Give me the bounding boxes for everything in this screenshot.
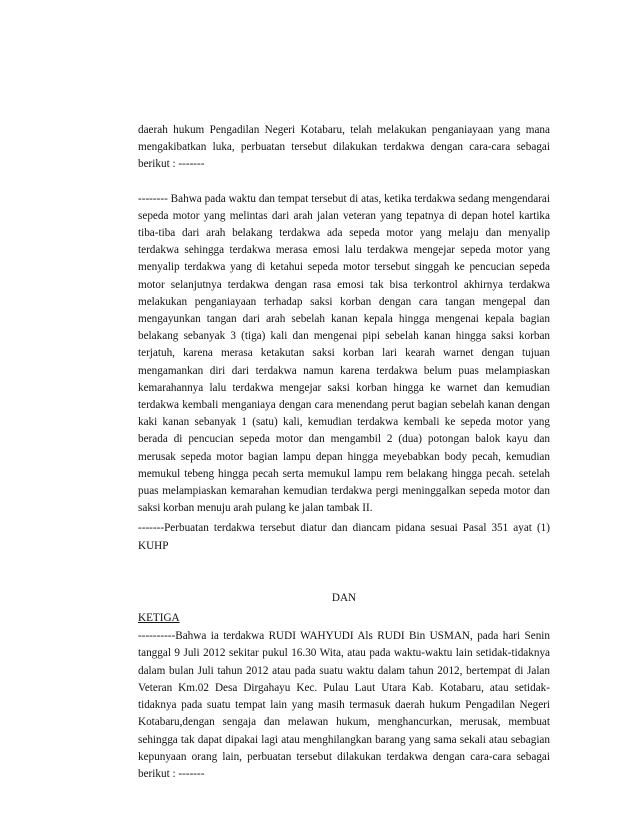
paragraph-3: -------Perbuatan terdakwa tersebut diatur dan diancam pidana sesuai Pasal 351 ayat (1) KUHP [138, 522, 550, 552]
heading-dan: DAN [331, 591, 357, 604]
paragraph-4: ----------Bahwa ia terdakwa RUDI WAHYUDI Als RUDI Bin USMAN, pada hari Senin tanggal 9 Juli 2012 sekitar pukul 16.30 Wita, atau pada waktu-waktu lain setidak-tidaknya dalam bulan Juli tahun 2012 atau pada suatu waktu dalam tahun 2012, bertempat di Jalan Veteran Km.02 Desa Dirgahayu Kec. Pulau Laut Utara Kab. Kotabaru, atau setidak-tidaknya pada suatu tempat lain yang masih termasuk daerah hukum Pengadilan Negeri Kotabaru,dengan sengaja dan melawan hukum, menghancurkan, merusak, membuat sehingga tak dapat dipakai lagi atau menghilangkan barang yang sama sekali atau sebagian kepunyaan orang lain, perbuatan tersebut dilakukan terdakwa dengan cara-cara sebagai berikut : ------- [138, 630, 550, 780]
document-page [138, 122, 550, 783]
paragraph-1: daerah hukum Pengadilan Negeri Kotabaru, telah melakukan penganiayaan yang mana mengakibatkan luka, perbuatan tersebut dilakukan terdakwa dengan cara-cara sebagai berikut : ------- [138, 124, 550, 171]
heading-ketiga: KETIGA [138, 612, 180, 625]
paragraph-2: -------- Bahwa pada waktu dan tempat tersebut di atas, ketika terdakwa sedang mengendarai sepeda motor yang melintas dari arah jalan veteran yang tepatnya di depan hotel kartika tiba-tiba dari arah belakang terdakwa ada sepeda motor yang melaju dan menyalip terdakwa sehingga terdakwa merasa emosi lalu terdakwa mengejar sepeda motor yang menyalip terdakwa yang di ketahui sepeda motor tersebut singgah ke pencucian sepeda motor selanjutnya terdakwa dengan rasa emosi tak bisa terkontrol akhirnya terdakwa melakukan penganiayaan terhadap saksi korban dengan cara tangan mengepal dan mengayunkan tangan dari arah sebelah kanan kepala hingga mengenai kepala bagian belakang sebanyak 3 (tiga) kali dan mengenai pipi sebelah kanan hingga saksi korban terjatuh, karena merasa ketakutan saksi korban lari kearah warnet dengan tujuan mengamankan diri dari terdakwa namun karena terdakwa belum puas melampiaskan kemarahannya lalu terdakwa mengejar saksi korban hingga ke warnet dan kemudian terdakwa kembali menganiaya dengan cara menendang perut bagian sebelah kanan dengan kaki kanan sebanyak 1 (satu) kali, kemudian terdakwa kembali ke sepeda motor yang berada di pencucian sepeda motor dan mengambil 2 (dua) potongan balok kayu dan merusak sepeda motor bagian lampu depan hingga meyebabkan body pecah, kemudian memukul tebeng hingga pecah serta memukul lampu rem belakang hingga pecah. setelah puas melampiaskan kemarahan kemudian terdakwa pergi meninggalkan sepeda motor dan saksi korban menuju arah pulang ke jalan tambak II. [138, 192, 550, 515]
